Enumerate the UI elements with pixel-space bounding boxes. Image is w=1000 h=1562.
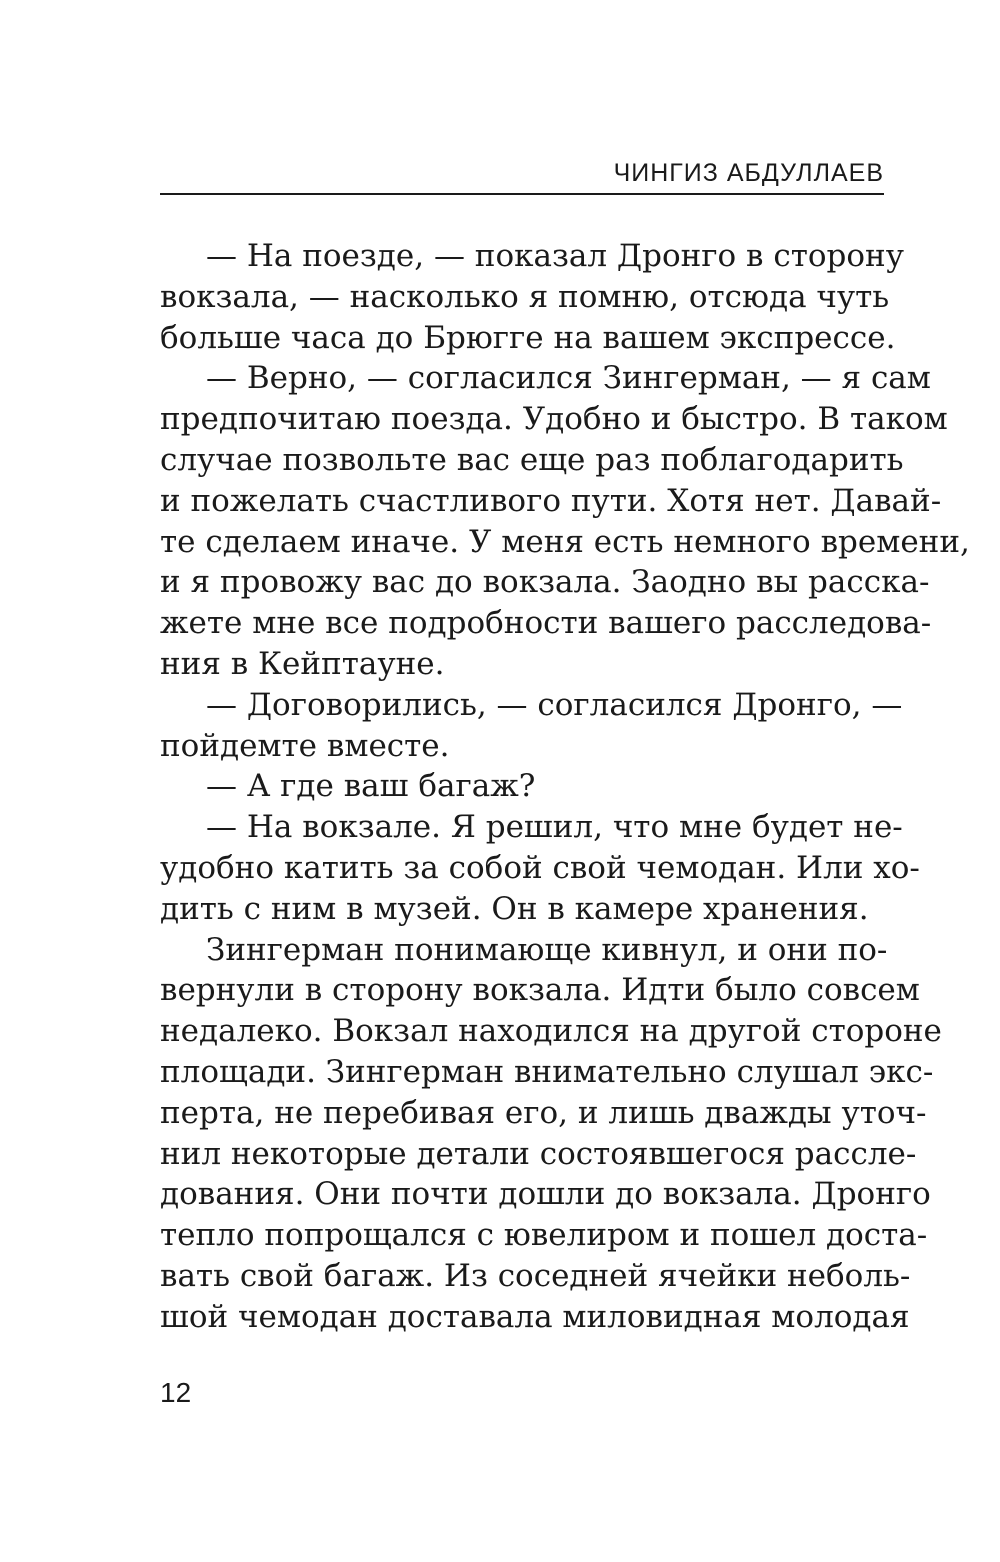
text-line: дования. Они почти дошли до вокзала. Дронго [160,1176,931,1213]
text-line: — Договорились, — согласился Дронго, — [206,686,903,723]
page-number: 12 [160,1377,192,1408]
text-line: ния в Кейптауне. [160,645,445,682]
text-line: те сделаем иначе. У меня есть немного времени, [160,523,970,560]
text-line: нил некоторые детали состоявшегося рассле- [160,1135,917,1172]
text-line: — На поезде, — показал Дронго в сторону [206,238,904,274]
text-line: и пожелать счастливого пути. Хотя нет. Давай- [160,482,942,519]
text-line: дить с ним в музей. Он в камере хранения. [160,890,869,927]
text-line: — А где ваш багаж? [206,768,536,805]
text-line: — На вокзале. Я решил, что мне будет не- [206,809,903,846]
header-rule [160,193,884,195]
text-line: предпочитаю поезда. Удобно и быстро. В таком [160,401,948,438]
text-line: вокзала, — насколько я помню, отсюда чуть [160,278,890,315]
text-line: вернули в сторону вокзала. Идти было совсем [160,972,920,1009]
text-line: тепло попрощался с ювелиром и пошел доста- [160,1217,928,1254]
text-line: недалеко. Вокзал находился на другой стороне [160,1013,942,1050]
body-text [160,236,970,1338]
text-line: шой чемодан доставала миловидная молодая [160,1298,910,1335]
text-line: пойдемте вместе. [160,727,450,764]
text-line: удобно катить за собой свой чемодан. Или хо- [160,849,920,886]
text-line: перта, не перебивая его, и лишь дважды уточ- [160,1094,927,1131]
text-line: вать свой багаж. Из соседней ячейки неболь- [160,1257,911,1294]
text-line: больше часа до Брюгге на вашем экспрессе. [160,319,896,356]
text-line: — Верно, — согласился Зингерман, — я сам [206,360,931,397]
running-head: ЧИНГИЗ АБДУЛЛАЕВ [613,159,884,187]
text-line: жете мне все подробности вашего расследова- [160,605,932,642]
text-line: случае позвольте вас еще раз поблагодарить [160,441,904,478]
text-line: площади. Зингерман внимательно слушал экс- [160,1053,934,1090]
text-line: Зингерман понимающе кивнул, и они по- [206,931,888,968]
text-line: и я провожу вас до вокзала. Заодно вы расска- [160,564,930,601]
